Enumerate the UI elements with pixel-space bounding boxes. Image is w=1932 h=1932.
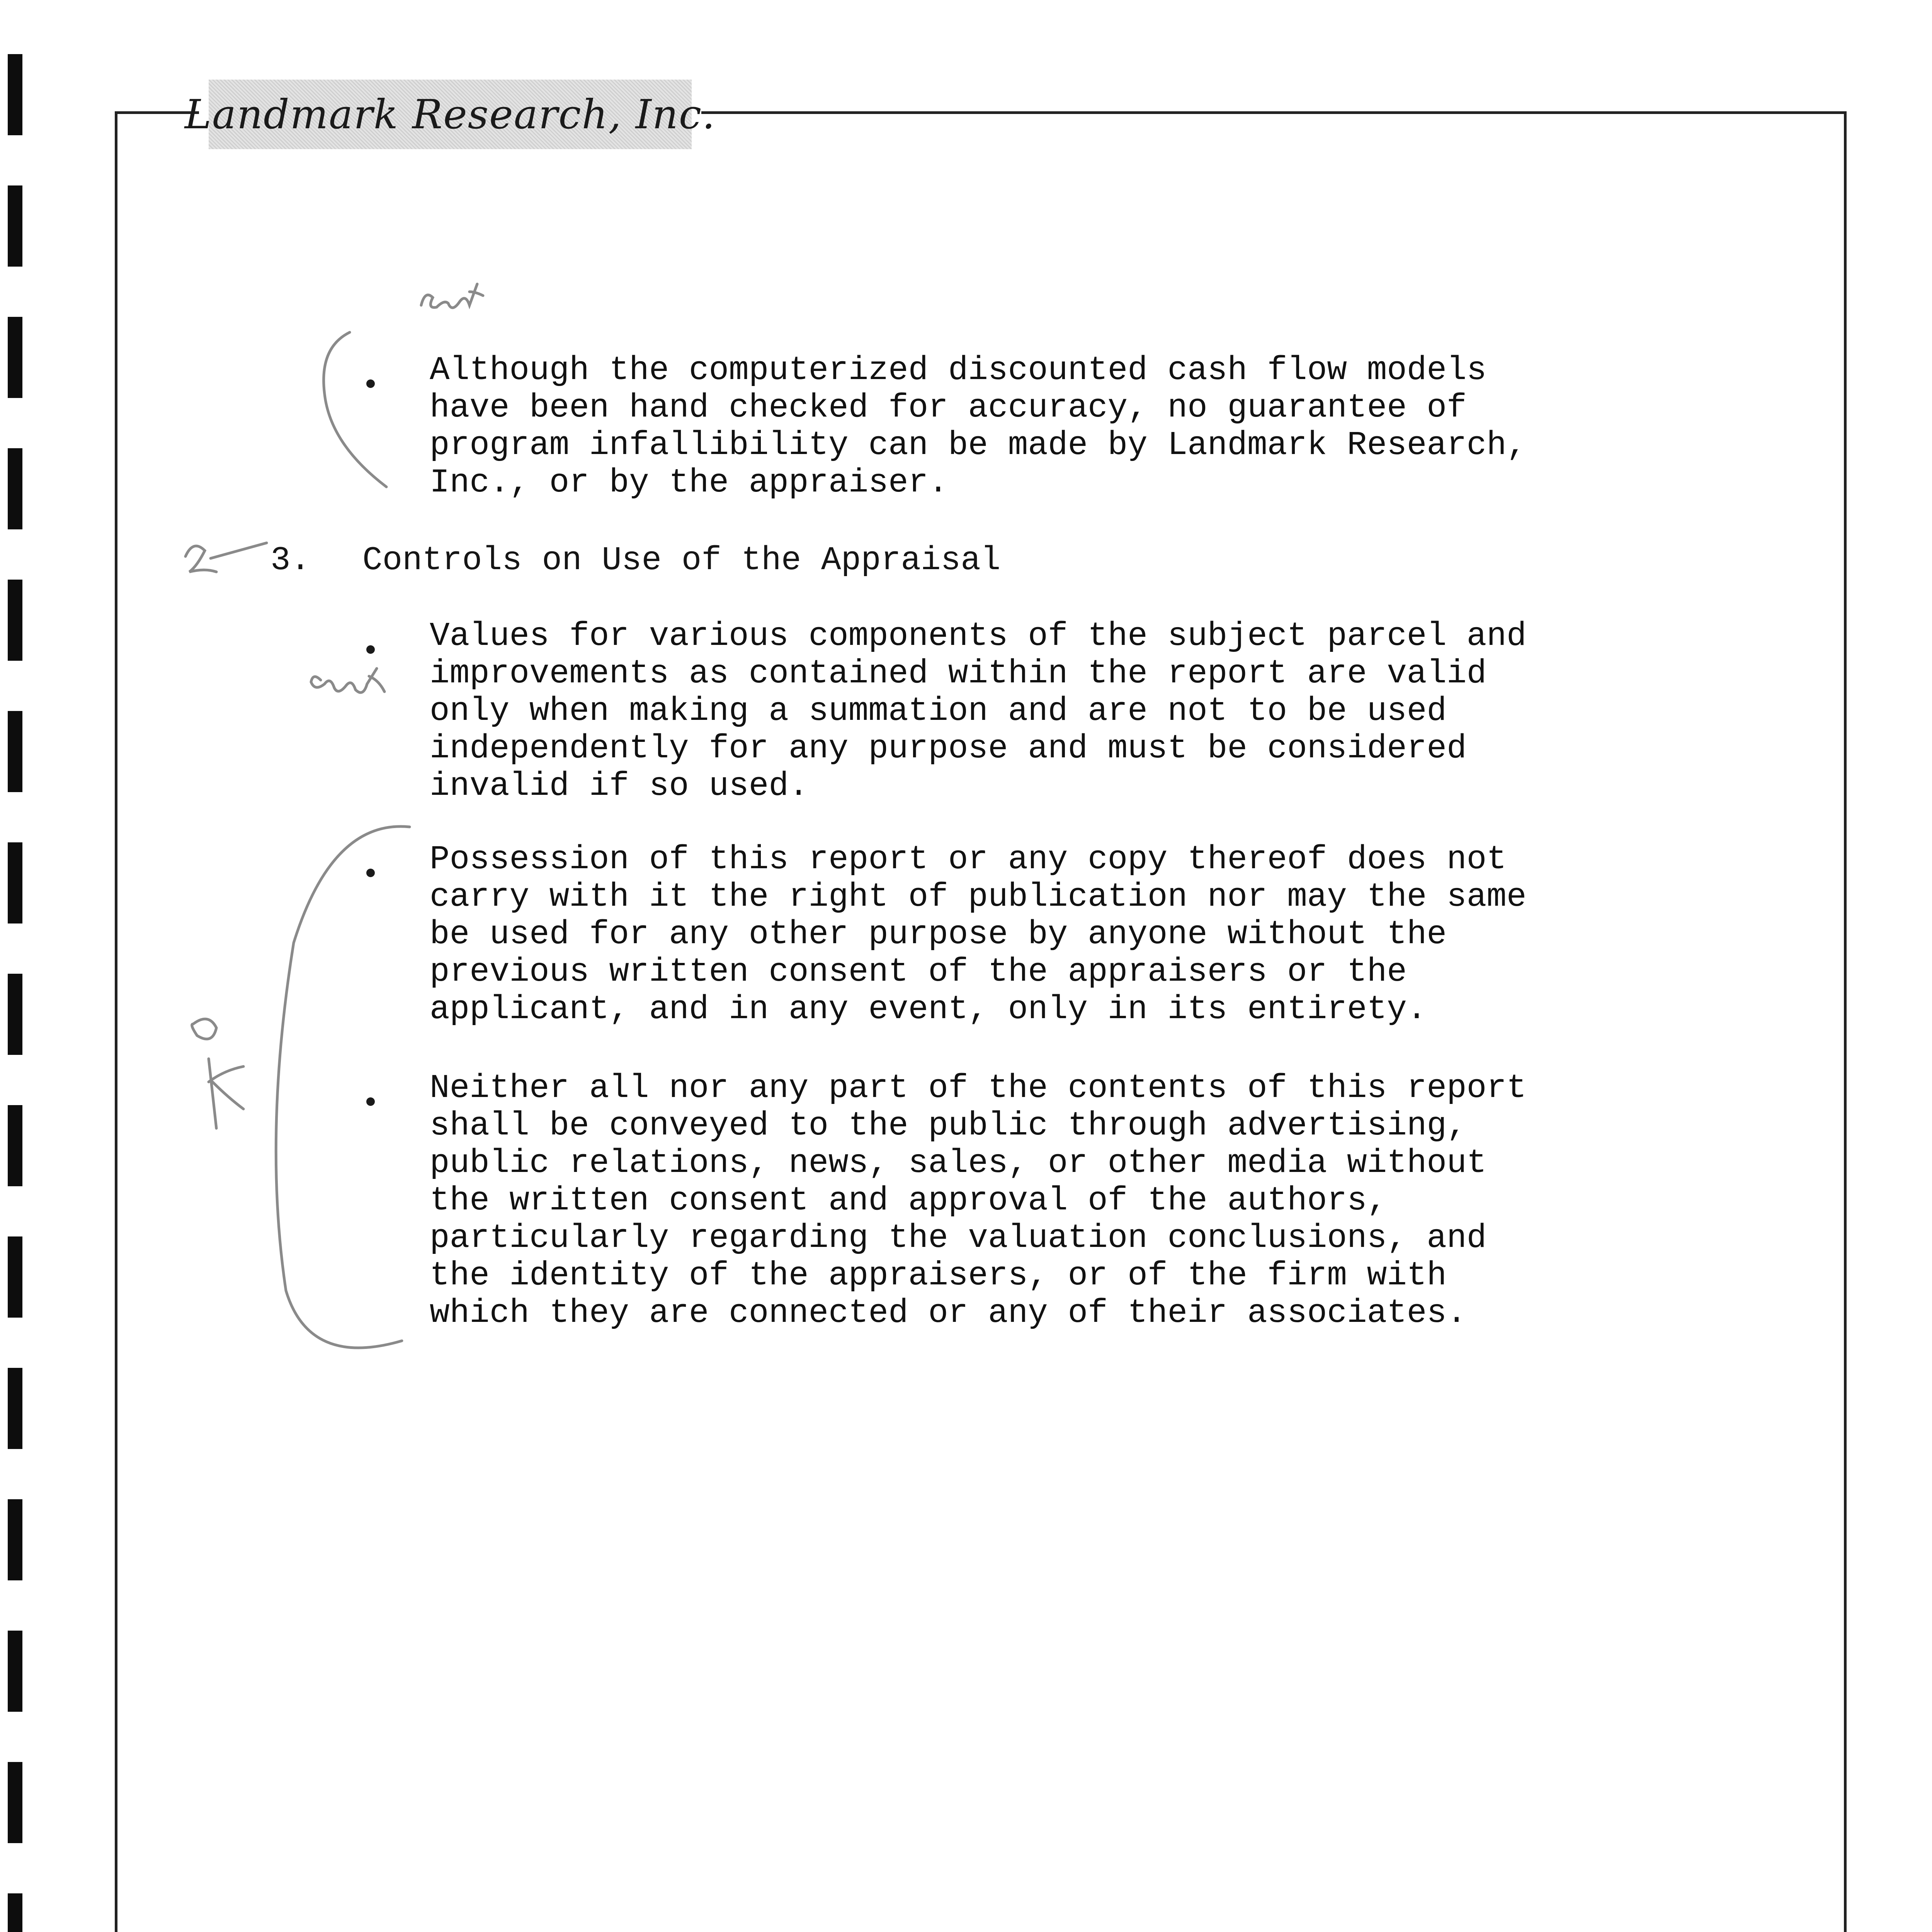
text-line: the written consent and approval of the authors, [430, 1182, 1387, 1219]
handwritten-note-2 [185, 543, 267, 572]
text-line: Neither all nor any part of the contents of this report [430, 1069, 1527, 1107]
text-line: be used for any other purpose by anyone without the [430, 915, 1447, 953]
text-line: carry with it the right of publication nor may the same [430, 878, 1527, 916]
text-line: program infallibility can be made by Landmark Research, [430, 426, 1527, 464]
text-line: only when making a summation and are not to be used [430, 692, 1447, 730]
bracket-top [324, 332, 386, 487]
text-line: shall be conveyed to the public through advertising, [430, 1107, 1467, 1145]
text-line: applicant, and in any event, only in its entirety. [430, 990, 1427, 1028]
handwritten-note-ok [192, 1019, 243, 1128]
bracket-large [276, 827, 410, 1348]
section-number: 3. [270, 541, 311, 579]
text-line: Possession of this report or any copy thereof does not [430, 840, 1507, 878]
text-line: which they are connected or any of their associates. [430, 1294, 1467, 1332]
text-line: previous written consent of the appraisers or the [430, 953, 1407, 991]
text-line: Values for various components of the subject parcel and [430, 617, 1527, 655]
text-line: independently for any purpose and must be considered [430, 730, 1467, 767]
text-line: have been hand checked for accuracy, no guarantee of [430, 389, 1467, 427]
text-line: Although the computerized discounted cash flow models [430, 351, 1487, 389]
text-line: the identity of the appraisers, or of the firm with [430, 1257, 1447, 1294]
section-title: Controls on Use of the Appraisal [362, 541, 1001, 579]
text-line: improvements as contained within the report are valid [430, 655, 1487, 692]
company-name: Landmark Research, Inc. [184, 91, 716, 138]
text-line: public relations, news, sales, or other media without [430, 1144, 1487, 1182]
text-line: invalid if so used. [430, 767, 809, 805]
text-line: particularly regarding the valuation conclusions, and [430, 1219, 1487, 1257]
handwritten-note-out-top [421, 284, 483, 308]
handwritten-note-out-middle [311, 668, 384, 692]
text-line: Inc., or by the appraiser. [430, 464, 948, 502]
